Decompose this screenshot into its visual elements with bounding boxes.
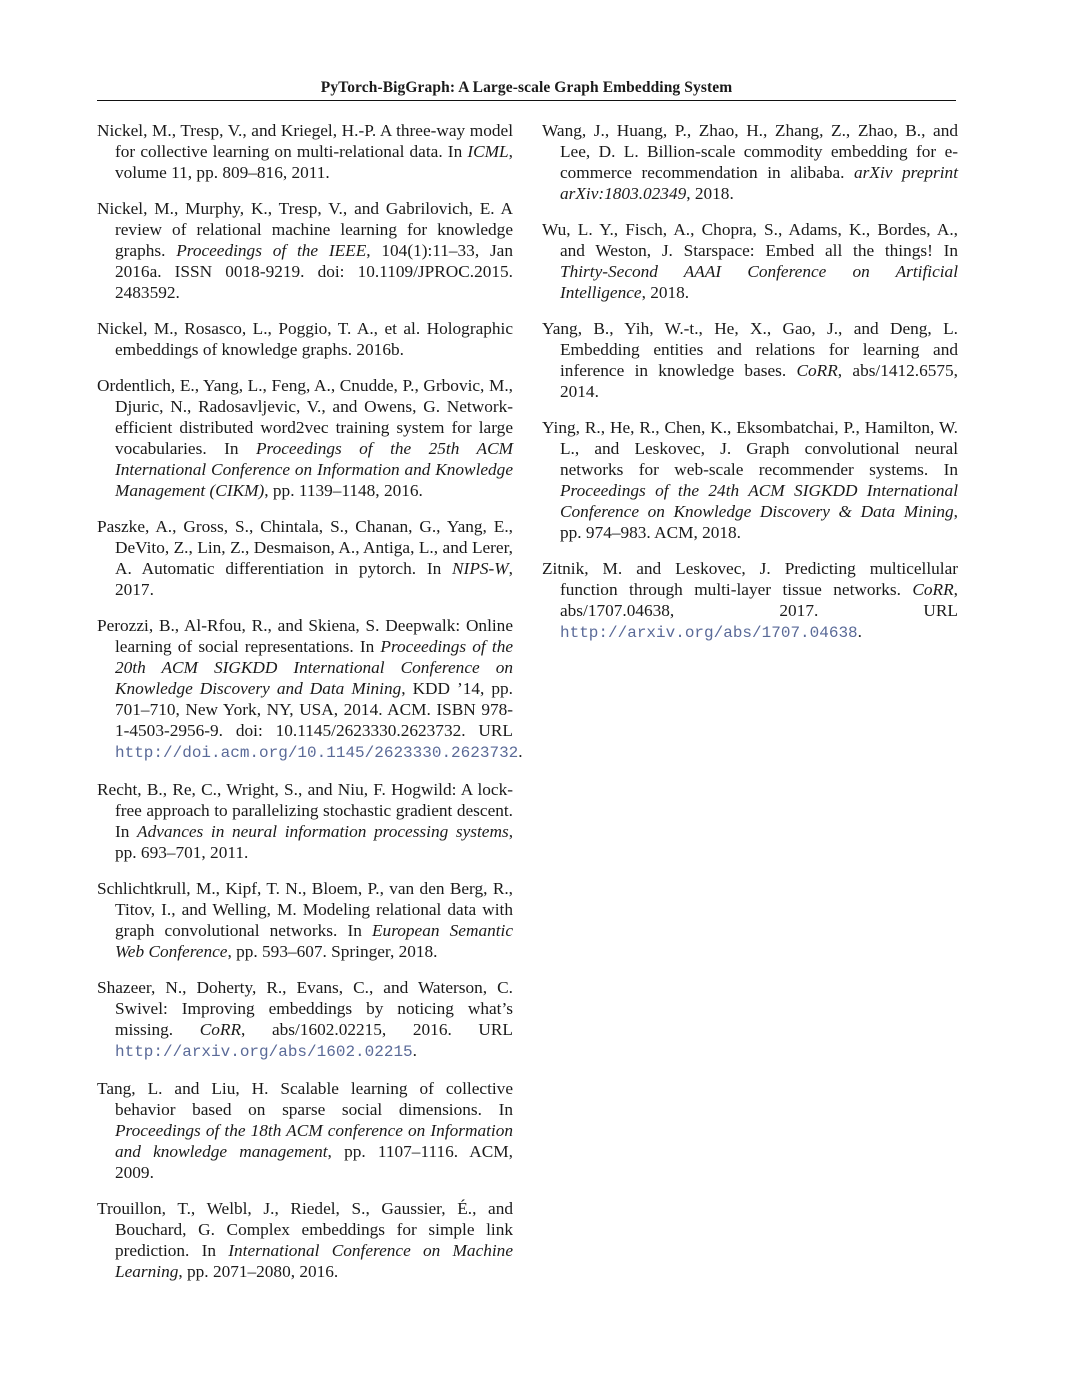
reference-entry-nickel2016b xyxy=(97,318,513,360)
reference-text: . xyxy=(518,742,523,762)
reference-text: , abs/1602.02215, 2016. URL xyxy=(241,1020,513,1040)
reference-venue: CoRR xyxy=(912,580,954,600)
reference-text: , 2018. xyxy=(641,283,690,303)
reference-text: . xyxy=(857,622,862,642)
reference-venue: CoRR xyxy=(796,361,838,381)
reference-text: , 2018. xyxy=(686,184,734,204)
reference-text: , abs/1412.6575, 2014. xyxy=(560,361,959,402)
reference-text: Nickel, M., Murphy, K., Tresp, V., and Gabrilovich, E. A review of relational machine learning for knowledge graphs. xyxy=(97,198,513,261)
reference-text: Ying, R., He, R., Chen, K., Eksombatchai, P., Hamilton, W. L., and Leskovec, J. Graph convolutional neural networks for web-scale recommender systems. In xyxy=(542,417,958,480)
reference-entry-wu2018 xyxy=(542,219,958,303)
reference-entry-recht2011 xyxy=(97,779,513,863)
reference-text: , pp. 693–701, 2011. xyxy=(115,822,514,863)
references-left-column xyxy=(97,120,523,1297)
references-right-column xyxy=(542,120,958,659)
reference-url-link[interactable]: http://doi.acm.org/10.1145/2623330.2623732 xyxy=(115,744,519,763)
reference-venue: European Semantic Web Conference xyxy=(115,921,513,962)
reference-entry-schlichtkrull2018 xyxy=(97,878,513,962)
reference-text: , pp. 1107–1116. ACM, 2009. xyxy=(115,1142,513,1183)
reference-text: Yang, B., Yih, W.-t., He, X., Gao, J., and Deng, L. Embedding entities and relations for learning and inference in knowledge bases. xyxy=(542,318,958,381)
reference-entry-yang2014 xyxy=(542,318,958,402)
reference-venue: arXiv preprint arXiv:1803.02349 xyxy=(560,163,958,204)
reference-entry-nickel2011 xyxy=(97,120,513,183)
reference-text: Zitnik, M. and Leskovec, J. Predicting multicellular function through multi-layer tissue networks. xyxy=(542,559,958,600)
reference-venue: Advances in neural information processing systems xyxy=(137,822,509,842)
reference-text: , abs/1707.04638, 2017. URL xyxy=(560,580,958,621)
reference-entry-ying2018 xyxy=(542,417,958,544)
header-rule xyxy=(97,100,956,101)
reference-venue: Proceedings of the 20th ACM SIGKDD International Conference on Knowledge Discovery and Data Mining xyxy=(115,636,514,699)
reference-text: , volume 11, pp. 809–816, 2011. xyxy=(115,142,513,183)
reference-venue: Proceedings of the 18th ACM conference on Information and knowledge management xyxy=(115,1121,513,1162)
reference-entry-ordentlich2016 xyxy=(97,375,513,502)
reference-venue: CoRR xyxy=(199,1020,242,1040)
reference-venue: Thirty-Second AAAI Conference on Artificial Intelligence xyxy=(560,262,958,303)
reference-entry-zitnik2017 xyxy=(542,558,958,644)
reference-text: Trouillon, T., Welbl, J., Riedel, S., Gaussier, É., and Bouchard, G. Complex embeddings for simple link prediction. In xyxy=(97,1199,513,1261)
reference-venue: Proceedings of the 24th ACM SIGKDD International Conference on Knowledge Discovery & Data Mining xyxy=(560,481,958,522)
reference-text: Paszke, A., Gross, S., Chintala, S., Chanan, G., Yang, E., DeVito, Z., Lin, Z., Desmaison, A., Antiga, L., and Lerer, A. Automatic differentiation in pytorch. In xyxy=(97,516,513,579)
reference-text: , pp. 974–983. ACM, 2018. xyxy=(560,502,958,543)
reference-text: Perozzi, B., Al-Rfou, R., and Skiena, S. Deepwalk: Online learning of social representations. In xyxy=(97,615,513,656)
reference-text: , 104(1):11–33, Jan 2016a. ISSN 0018-9219. doi: 10.1109/JPROC.2015. 2483592. xyxy=(115,241,513,303)
reference-text: Nickel, M., Rosasco, L., Poggio, T. A., et al. Holographic embeddings of knowledge graphs. 2016b. xyxy=(97,318,513,360)
reference-text: , pp. 1139–1148, 2016. xyxy=(264,481,423,501)
reference-text: , pp. 593–607. Springer, 2018. xyxy=(227,942,438,962)
reference-text: Shazeer, N., Doherty, R., Evans, C., and Waterson, C. Swivel: Improving embeddings by noticing what’s missing. xyxy=(97,978,513,1040)
reference-entry-trouillon2016 xyxy=(97,1198,513,1282)
reference-text: Ordentlich, E., Yang, L., Feng, A., Cnudde, P., Grbovic, M., Djuric, N., Radosavljevic, V., and Owens, G. Network-efficient distributed word2vec training system for large vocabularies. In xyxy=(97,375,513,458)
reference-venue: International Conference on Machine Learning xyxy=(115,1241,513,1282)
reference-venue: Proceedings of the IEEE xyxy=(176,241,367,261)
reference-entry-wang2018 xyxy=(542,120,958,204)
reference-entry-nickel2016a xyxy=(97,198,513,303)
reference-entry-tang2009 xyxy=(97,1078,513,1183)
reference-text: Tang, L. and Liu, H. Scalable learning of collective behavior based on sparse social dimensions. In xyxy=(97,1079,513,1120)
reference-venue: NIPS-W xyxy=(452,559,509,579)
reference-text: . xyxy=(412,1041,417,1061)
reference-text: , KDD ’14, pp. 701–710, New York, NY, USA, 2014. ACM. ISBN 978-1-4503-2956-9. doi: 10.1145/2623330.2623732. URL xyxy=(115,679,513,741)
reference-entry-shazeer2016 xyxy=(97,977,513,1063)
reference-entry-paszke2017 xyxy=(97,516,513,600)
reference-text: Recht, B., Re, C., Wright, S., and Niu, F. Hogwild: A lock-free approach to parallelizing stochastic gradient descent. In xyxy=(97,780,513,842)
reference-entry-perozzi2014 xyxy=(97,615,523,765)
running-head-title: PyTorch-BigGraph: A Large-scale Graph Embedding System xyxy=(320,79,733,96)
reference-venue: ICML xyxy=(467,142,509,162)
reference-venue: Proceedings of the 25th ACM International Conference on Information and Knowledge Management (CIKM) xyxy=(115,439,513,501)
reference-text: Schlichtkrull, M., Kipf, T. N., Bloem, P., van den Berg, R., Titov, I., and Welling, M. Modeling relational data with graph convolutional networks. In xyxy=(97,879,513,941)
reference-text: Nickel, M., Tresp, V., and Kriegel, H.-P. A three-way model for collective learning on multi-relational data. In xyxy=(97,121,513,162)
reference-text: , 2017. xyxy=(115,559,513,600)
reference-text: Wu, L. Y., Fisch, A., Chopra, S., Adams, K., Bordes, A., and Weston, J. Starspace: Embed all the things! In xyxy=(542,219,958,261)
reference-url-link[interactable]: http://arxiv.org/abs/1602.02215 xyxy=(115,1043,413,1062)
reference-url-link[interactable]: http://arxiv.org/abs/1707.04638 xyxy=(560,624,858,643)
reference-text: , pp. 2071–2080, 2016. xyxy=(178,1262,339,1282)
reference-text: Wang, J., Huang, P., Zhao, H., Zhang, Z., Zhao, B., and Lee, D. L. Billion-scale commodity embedding for e-commerce recommendation in alibaba. xyxy=(542,121,958,183)
